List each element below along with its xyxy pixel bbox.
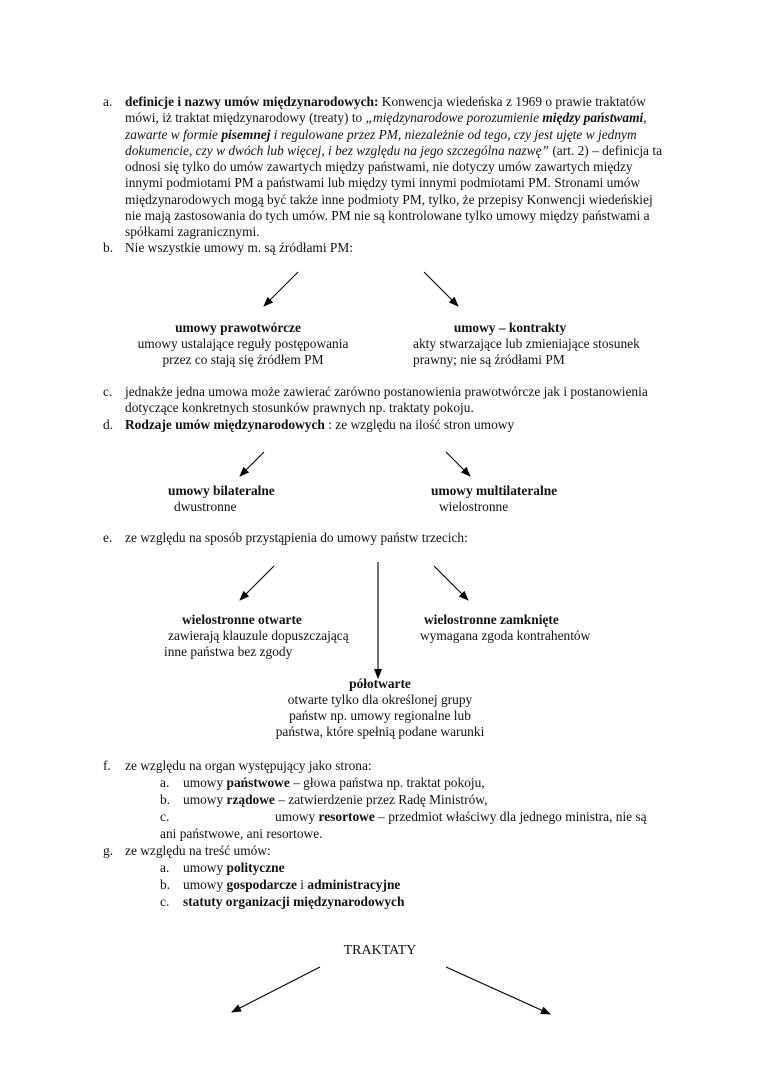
list-label-d: d. (103, 417, 114, 432)
arrow-b-left (264, 272, 298, 306)
section-c-text: jednakże jedna umowa może zawierać zarówno postanowienia prawotwórcze jak i postanowienia dotyczące konkretnych stosunków prawnych np. traktaty pokoju. (125, 384, 648, 416)
kontrakty-title: umowy – kontrakty (453, 320, 567, 335)
polotwarte-desc-2: państw np. umowy regionalne lub (289, 708, 471, 723)
g-item-label: b. (160, 877, 171, 892)
g-item-gospodarcze: umowy gospodarcze i administracyjne (183, 877, 401, 892)
arrow-traktaty-right (446, 967, 550, 1014)
list-label-e: e. (103, 530, 113, 545)
section-g-text: ze względu na treść umów: (125, 843, 271, 858)
section-a-text: Konwencja wiedeńska z 1969 o prawie traktatów mówi, iż traktat międzynarodowy (treaty) to (125, 94, 646, 126)
multilateralne-sub: wielostronne (439, 499, 509, 514)
list-label-c: c. (103, 384, 113, 399)
bilateralne-title: umowy bilateralne (168, 483, 275, 498)
f-item-panstwowe: umowy państwowe – głowa państwa np. traktat pokoju, (183, 775, 485, 790)
polotwarte-title: półotwarte (349, 676, 411, 691)
section-e-text: ze względu na sposób przystąpienia do umowy państw trzecich: (125, 530, 468, 545)
g-item-label: a. (160, 860, 170, 875)
traktaty-heading: TRAKTATY (343, 943, 417, 958)
list-label-g: g. (103, 843, 114, 858)
section-a-paragraph (125, 94, 670, 241)
polotwarte-desc-1: otwarte tylko dla określonej grupy (287, 692, 473, 707)
section-b-text: Nie wszystkie umowy m. są źródłami PM: (125, 240, 353, 255)
g-item-polityczne: umowy polityczne (183, 860, 285, 875)
prawotworcze-title: umowy prawotwórcze (175, 320, 301, 335)
zamkniete-title: wielostronne zamknięte (424, 612, 559, 627)
section-d-heading: Rodzaje umów międzynarodowych : ze względu na ilość stron umowy (125, 417, 515, 432)
f-item-label: a. (160, 775, 170, 790)
g-item-statuty: statuty organizacji międzynarodowych (183, 894, 405, 909)
section-f-text: ze względu na organ występujący jako strona: (125, 758, 372, 773)
arrow-traktaty-left (232, 967, 320, 1012)
treaty-definition-quote: „międzynarodowe porozumienie między państwami, zawarte w formie pisemnej i regulowane przez PM, niezależnie od tego, czy jest ujęte w jednym dokumencie, czy w dwóch lub więcej, i bez względu na jego szczególna nazwę” (125, 110, 647, 158)
list-label-f: f. (103, 758, 111, 773)
arrow-e-left (240, 566, 274, 600)
section-a-title: definicje i nazwy umów międzynarodowych: (125, 94, 379, 109)
f-item-resortowe: umowy resortowe – przedmiot właściwy dla jednego ministra, nie są (275, 809, 647, 824)
list-label-b: b. (103, 240, 114, 255)
otwarte-desc-2: inne państwa bez zgody (164, 644, 293, 659)
kontrakty-desc-2: prawny; nie są źródłami PM (413, 352, 565, 367)
bilateralne-sub: dwustronne (174, 499, 237, 514)
prawotworcze-desc-2: przez co stają się źródłem PM (162, 352, 324, 367)
f-item-rzadowe: umowy rządowe – zatwierdzenie przez Radę Ministrów, (183, 792, 488, 807)
g-item-label: c. (160, 894, 170, 909)
polotwarte-desc-3: państwa, które spełnią podane warunki (275, 724, 485, 739)
multilateralne-title: umowy multilateralne (431, 483, 558, 498)
arrow-d-left (240, 452, 264, 476)
f-item-label: c. (160, 809, 170, 824)
section-a-text-2: (art. 2) – definicja ta odnosi się tylko do umów zawartych między państwami, nie dotyczy umów zawartych między innymi podmiotami PM a państwami lub między tymi innymi podmiotami PM. Stronami umów międzynarodowych mogą być także inne podmioty PM, tylko, że przepisy Konwencji wiedeńskiej nie mają zastosowania do tych umów. PM nie są kontrolowane tylko umowy między państwami a spółkami zagranicznymi. (125, 142, 663, 240)
arrow-b-right (424, 272, 458, 306)
otwarte-title: wielostronne otwarte (182, 612, 302, 627)
prawotworcze-desc-1: umowy ustalające reguły postępowania (137, 336, 349, 351)
f-item-label: b. (160, 792, 171, 807)
arrow-e-right (434, 566, 468, 600)
f-item-resortowe-cont: ani państwowe, ani resortowe. (160, 826, 323, 841)
kontrakty-desc-1: akty stwarzające lub zmieniające stosunek (413, 336, 640, 351)
otwarte-desc-1: zawierają klauzule dopuszczającą (168, 628, 349, 643)
list-label-a: a. (103, 94, 113, 109)
zamkniete-desc-1: wymagana zgoda kontrahentów (420, 628, 591, 643)
arrow-d-right (446, 452, 470, 476)
